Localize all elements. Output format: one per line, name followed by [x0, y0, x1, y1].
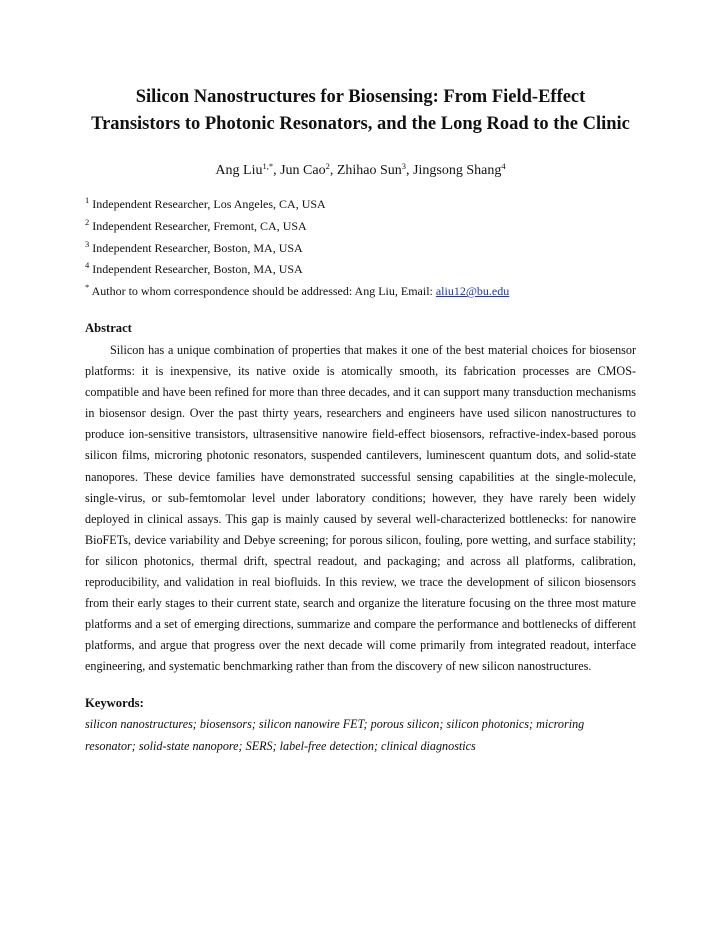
author-separator: , — [329, 163, 337, 178]
keywords-heading: Keywords: — [85, 696, 144, 711]
abstract-body: Silicon has a unique combination of properties that makes it one of the best material choices for biosensor platforms: it is inexpensive, its native oxide is atomically smooth, its fabrication processes are CMOS-compatible and have been refined for more than three decades, and it can support many transduction mechanisms in biosensor design. Over the past thirty years, researchers and engineers have used silicon nanostructures to produce ion-sensitive transistors, ultrasensitive nanowire field-effect biosensors, refractive-index-based porous silicon films, microring photonic resonators, suspended cantilevers, luminescent quantum dots, and solid-state nanopores. These device families have demonstrated successful sensing capabilities at the single-molecule, single-virus, or sub-femtomolar level under laboratory conditions; however, they have rarely been widely deployed in clinical assays. This gap is mainly caused by several well-characterized bottlenecks: for nanowire BioFETs, device variability and Debye screening; for porous silicon, fouling, pore wetting, and surface stability; for silicon photonics, thermal drift, spectral readout, and packaging; and across all platforms, calibration, reproducibility, and validation in real biofluids. In this review, we trace the development of silicon biosensors from their early stages to their current state, search and organize the literature focusing on the three most mature platforms and a set of emerging directions, summarize and compare the performance and bottlenecks of different platforms, and argue that progress over the next decade will come primarily from integrated readout, interface engineering, and systematic benchmarking rather than from the discovery of new silicon nanostructures. — [85, 342, 636, 674]
paper-title — [85, 84, 636, 138]
author-2 — [280, 163, 337, 178]
author-affiliation-mark: 4 — [501, 161, 506, 171]
author-3 — [337, 163, 413, 178]
paper-front-page — [85, 84, 636, 757]
affiliation-list — [85, 194, 636, 303]
affiliation-text: Independent Researcher, Boston, MA, USA — [92, 262, 303, 277]
author-affiliation-mark: 3 — [401, 161, 407, 171]
author-4 — [413, 163, 506, 178]
affiliation-text: Independent Researcher, Boston, MA, USA — [92, 240, 303, 255]
affiliation-4 — [85, 259, 636, 281]
correspondence-email-link[interactable]: aliu12@bu.edu — [435, 284, 510, 299]
correspondence-text: Author to whom correspondence should be addressed: Ang Liu, Email: — [91, 284, 436, 299]
affiliation-text: Independent Researcher, Fremont, CA, USA — [92, 218, 307, 233]
affiliation-mark: 3 — [85, 238, 90, 249]
correspondence-note — [85, 281, 636, 303]
author-name: Jun Cao — [280, 163, 326, 178]
affiliation-text: Independent Researcher, Los Angeles, CA, USA — [92, 197, 326, 211]
title-line-1: Silicon Nanostructures for Biosensing: From Field-Effect — [135, 87, 586, 107]
author-name: Jingsong Shang — [413, 163, 502, 178]
title-line-2: Transistors to Photonic Resonators, and the Long Road to the Clinic — [91, 114, 630, 134]
author-1 — [215, 163, 280, 178]
affiliation-mark: 4 — [85, 260, 90, 271]
affiliation-mark: 1 — [85, 195, 90, 205]
abstract-heading: Abstract — [85, 320, 132, 335]
affiliation-1 — [85, 194, 636, 216]
author-separator: , — [273, 163, 281, 178]
keywords-list: silicon nanostructures; biosensors; silicon nanowire FET; porous silicon; silicon photonics; microring resonator; solid-state nanopore; SERS; label-free detection; clinical diagnostics — [85, 717, 585, 753]
author-affiliation-mark: 2 — [325, 161, 330, 171]
author-separator: , — [406, 163, 414, 178]
affiliation-2 — [85, 216, 636, 238]
author-name: Ang Liu — [215, 163, 263, 178]
affiliation-3 — [85, 238, 636, 260]
affiliation-mark: 2 — [85, 216, 90, 227]
correspondence-mark: * — [85, 282, 90, 293]
author-affiliation-mark: 1,* — [262, 161, 274, 171]
author-name: Zhihao Sun — [336, 163, 402, 178]
author-list — [85, 162, 636, 180]
